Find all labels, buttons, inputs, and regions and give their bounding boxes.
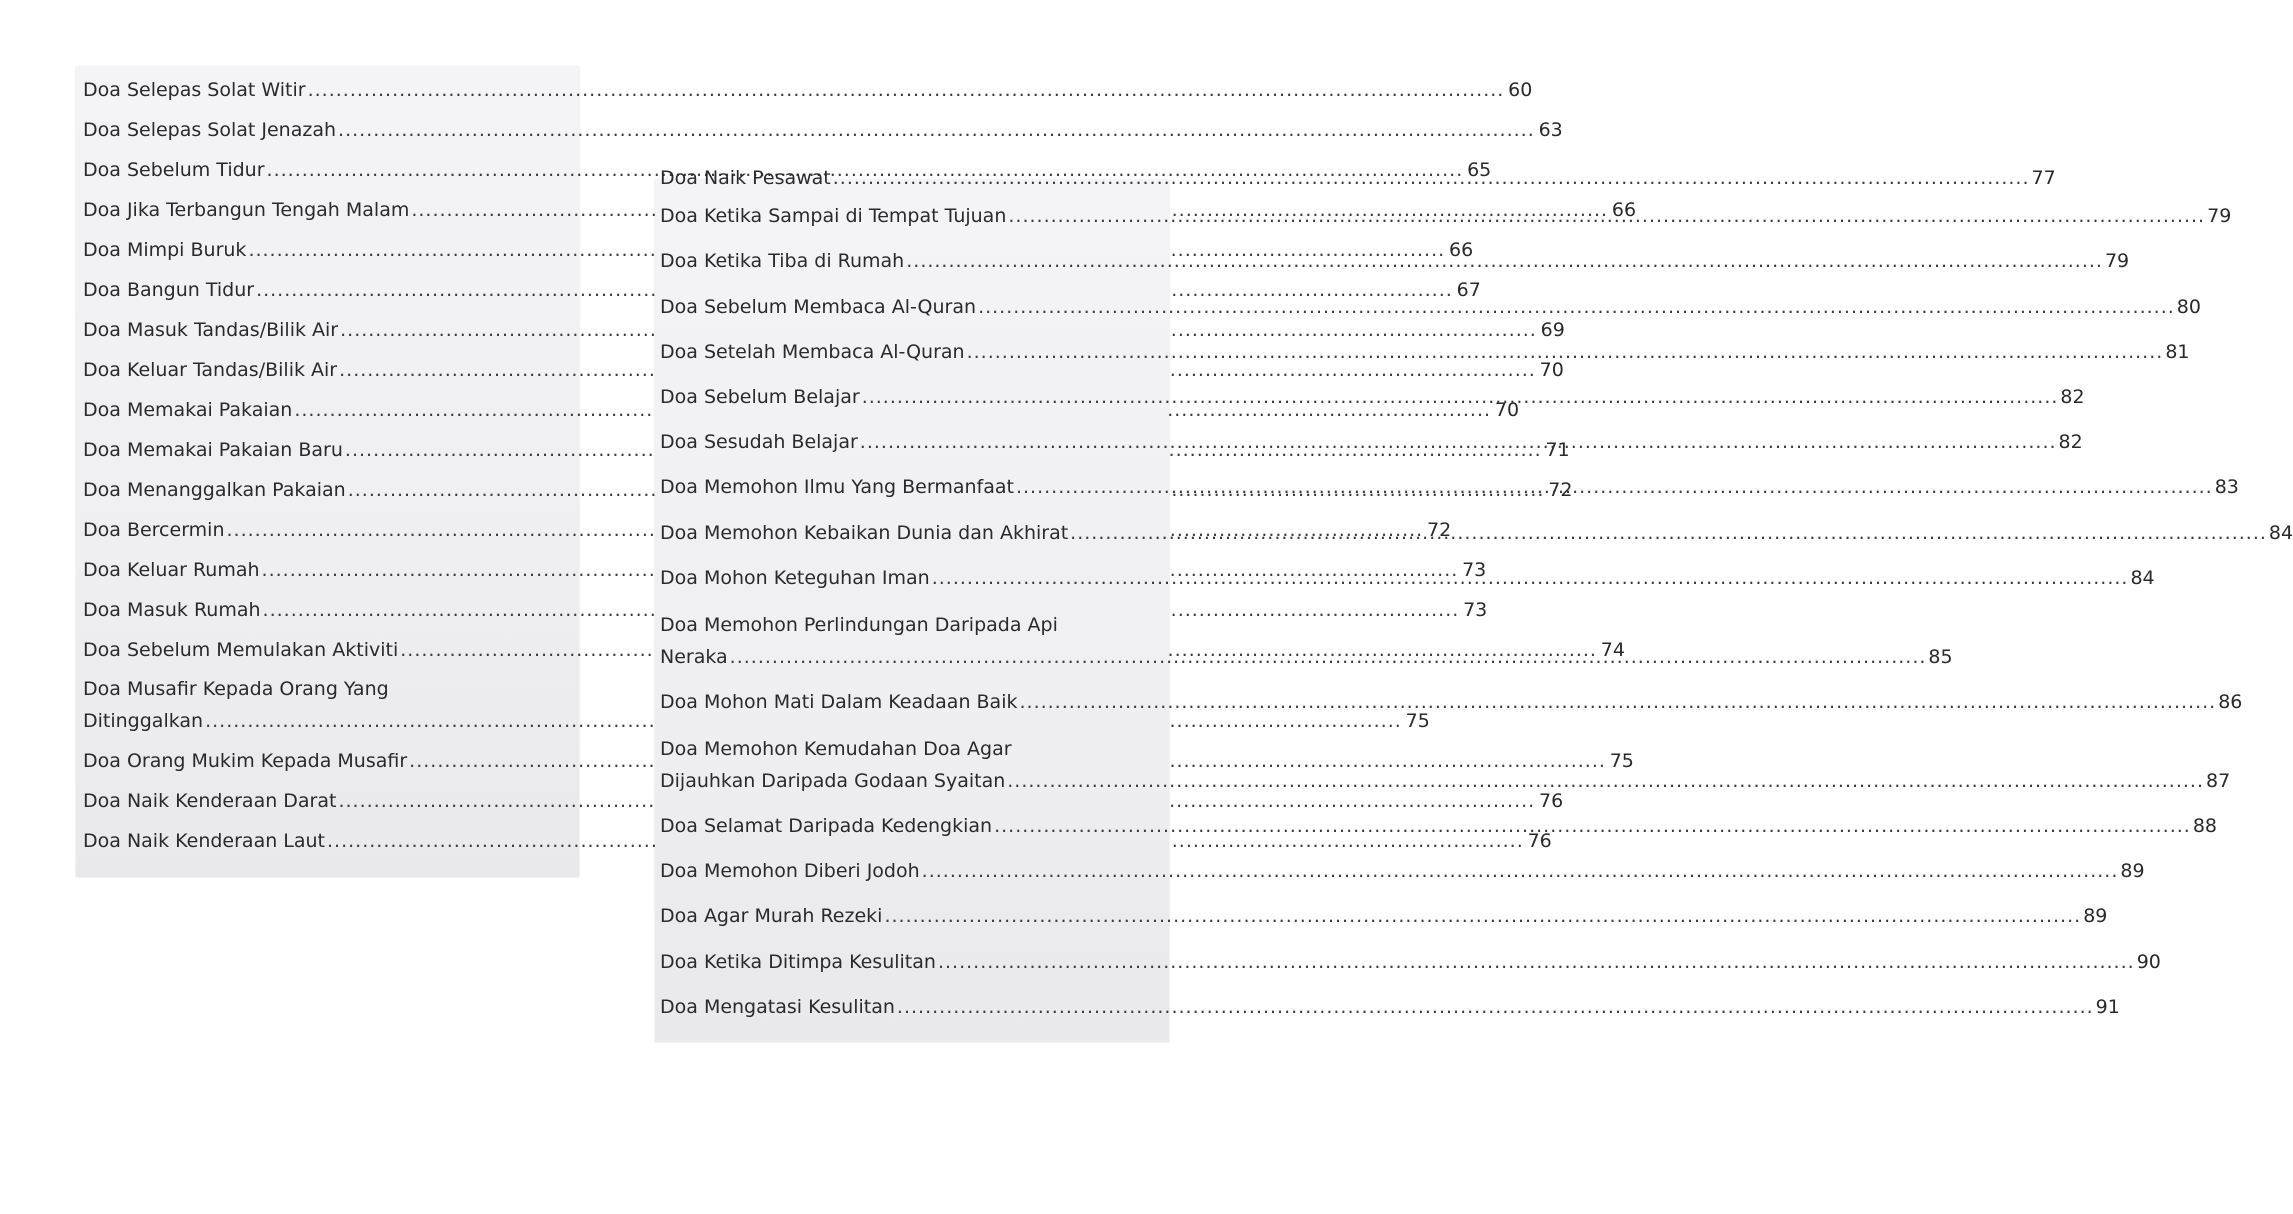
entry-page-number: 83 [2214, 476, 2239, 499]
entry-title: Doa Memohon Diberi Jodoh [660, 860, 920, 883]
entry-title: Doa Agar Murah Rezeki [660, 905, 883, 928]
entry-title: Doa Menanggalkan Pakaian [83, 479, 346, 501]
entry-page-number: 73 [1463, 599, 1488, 621]
dot-leader [1070, 516, 2267, 550]
entry-title: Doa Sebelum Membaca Al-Quran [660, 295, 977, 318]
entry-title: Doa Masuk Tandas/Bilik Air [83, 319, 339, 341]
entry-page-number: 81 [2165, 340, 2190, 363]
entry-title-line1: Doa Memohon Perlindungan Daripada Api [660, 613, 1058, 636]
dot-leader [833, 168, 2030, 188]
entry-page-number: 75 [1609, 750, 1634, 772]
entry-title: Doa Memohon Ilmu Yang Bermanfaat [660, 476, 1014, 499]
entry-title: Doa Memakai Pakaian Baru [83, 439, 343, 461]
entry-page-number: 76 [1527, 830, 1552, 852]
entry-title: Doa Selepas Solat Witir [83, 79, 306, 101]
entry-title: Doa Mimpi Buruk [83, 239, 247, 261]
toc-entry [83, 107, 1563, 147]
entry-page-number: 66 [1611, 199, 1637, 221]
entry-page-number: 89 [2120, 860, 2145, 883]
entry-page-number: 72 [1427, 519, 1452, 541]
dot-leader [1008, 199, 2205, 233]
dot-leader [338, 113, 1535, 147]
dot-leader [1016, 470, 2213, 504]
dot-leader [978, 290, 2175, 324]
entry-title: Doa Ketika Tiba di Rumah [660, 250, 905, 273]
entry-title: Doa Sebelum Memulakan Aktiviti [83, 639, 399, 661]
toc-entry [83, 307, 1565, 347]
entry-title: Doa Mengatasi Kesulitan [660, 995, 895, 1018]
entry-page-number: 79 [2104, 250, 2130, 273]
entry-page-number: 80 [2176, 295, 2201, 318]
dot-leader [938, 945, 2135, 979]
dot-leader [884, 899, 2081, 933]
entry-page-number: 88 [2192, 815, 2218, 838]
entry-title: Doa Keluar Tandas/Bilik Air [83, 359, 338, 381]
entry-title: Doa Bercermin [83, 519, 225, 541]
dot-leader [860, 425, 2057, 459]
entry-page-number: 73 [1462, 559, 1487, 581]
toc-entry [83, 67, 1533, 107]
entry-page-number: 84 [2268, 521, 2293, 544]
dot-leader [994, 809, 2191, 843]
entry-page-number: 79 [2207, 205, 2232, 228]
entry-page-number: 66 [1448, 239, 1474, 261]
dot-leader [922, 854, 2119, 888]
entry-title: Doa Keluar Rumah [83, 559, 260, 581]
toc-entry [660, 979, 2120, 1024]
dot-leader [897, 990, 2094, 1024]
entry-title-line1: Doa Memohon Kemudahan Doa Agar [660, 737, 1012, 760]
entry-page-number: 70 [1539, 359, 1564, 381]
dot-leader [906, 244, 2103, 278]
toc-entry [660, 888, 2108, 933]
entry-title: Doa Memakai Pakaian [83, 399, 293, 421]
entry-page-number: 70 [1494, 399, 1520, 421]
dot-leader [967, 335, 2164, 369]
entry-title: Doa Mohon Mati Dalam Keadaan Baik [660, 690, 1018, 713]
entry-page-number: 75 [1405, 710, 1430, 732]
entry-title-line1: Doa Musafir Kepada Orang Yang [83, 678, 389, 700]
entry-page-number: 74 [1600, 639, 1625, 661]
entry-page-number: 63 [1538, 119, 1563, 141]
entry-title-line2: Dijauhkan Daripada Godaan Syaitan [660, 769, 1006, 792]
entry-title: Doa Naik Pesawat [660, 167, 831, 189]
entry-page-number: 67 [1456, 279, 1481, 301]
entry-page-number: 72 [1548, 479, 1573, 501]
toc-entry [660, 933, 2161, 978]
entry-title: Doa Ketika Sampai di Tempat Tujuan [660, 205, 1007, 228]
entry-title: Doa Mohon Keteguhan Iman [660, 566, 930, 589]
entry-page-number: 90 [2136, 950, 2161, 973]
entry-page-number: 60 [1508, 79, 1533, 101]
entry-page-number: 85 [1928, 645, 1953, 668]
entry-title: Doa Ketika Ditimpa Kesulitan [660, 950, 936, 973]
entry-title: Doa Naik Kenderaan Darat [83, 790, 337, 812]
entry-title: Doa Masuk Rumah [83, 599, 261, 621]
entry-page-number: 84 [2130, 566, 2155, 589]
dot-leader [1019, 685, 2216, 719]
entry-page-number: 86 [2218, 690, 2243, 713]
entry-title: Doa Jika Terbangun Tengah Malam [83, 199, 410, 221]
dot-leader [932, 561, 2129, 595]
entry-title: Doa Setelah Membaca Al-Quran [660, 340, 965, 363]
dot-leader [730, 640, 1927, 674]
dot-leader [1007, 764, 2204, 798]
entry-page-number: 89 [2083, 905, 2108, 928]
entry-page-number: 71 [1545, 439, 1570, 461]
entry-page-number: 69 [1540, 319, 1565, 341]
dot-leader [862, 380, 2059, 414]
entry-title: Doa Selamat Daripada Kedengkian [660, 815, 993, 838]
toc-entry [660, 843, 2145, 888]
entry-title-line2: Neraka [660, 645, 728, 668]
entry-page-number: 91 [2095, 995, 2120, 1018]
entry-title-line2: Ditinggalkan [83, 710, 204, 732]
entry-title: Doa Naik Kenderaan Laut [83, 830, 326, 852]
toc-entry [660, 674, 2243, 719]
entry-page-number: 77 [2031, 167, 2056, 189]
entry-page-number: 87 [2206, 769, 2231, 792]
entry-title: Doa Bangun Tidur [83, 279, 255, 301]
dot-leader [308, 73, 1505, 107]
entry-title: Doa Sebelum Belajar [660, 385, 860, 408]
entry-title: Doa Memohon Kebaikan Dunia dan Akhirat [660, 521, 1069, 544]
entry-title: Doa Sesudah Belajar [660, 431, 858, 454]
entry-page-number: 82 [2060, 385, 2085, 408]
entry-page-number: 65 [1467, 159, 1492, 181]
entry-page-number: 76 [1539, 790, 1564, 812]
entry-title: Doa Selepas Solat Jenazah [83, 119, 337, 141]
entry-title: Doa Orang Mukim Kepada Musafir [83, 750, 408, 772]
entry-page-number: 82 [2058, 431, 2083, 454]
entry-title: Doa Sebelum Tidur [83, 159, 265, 181]
